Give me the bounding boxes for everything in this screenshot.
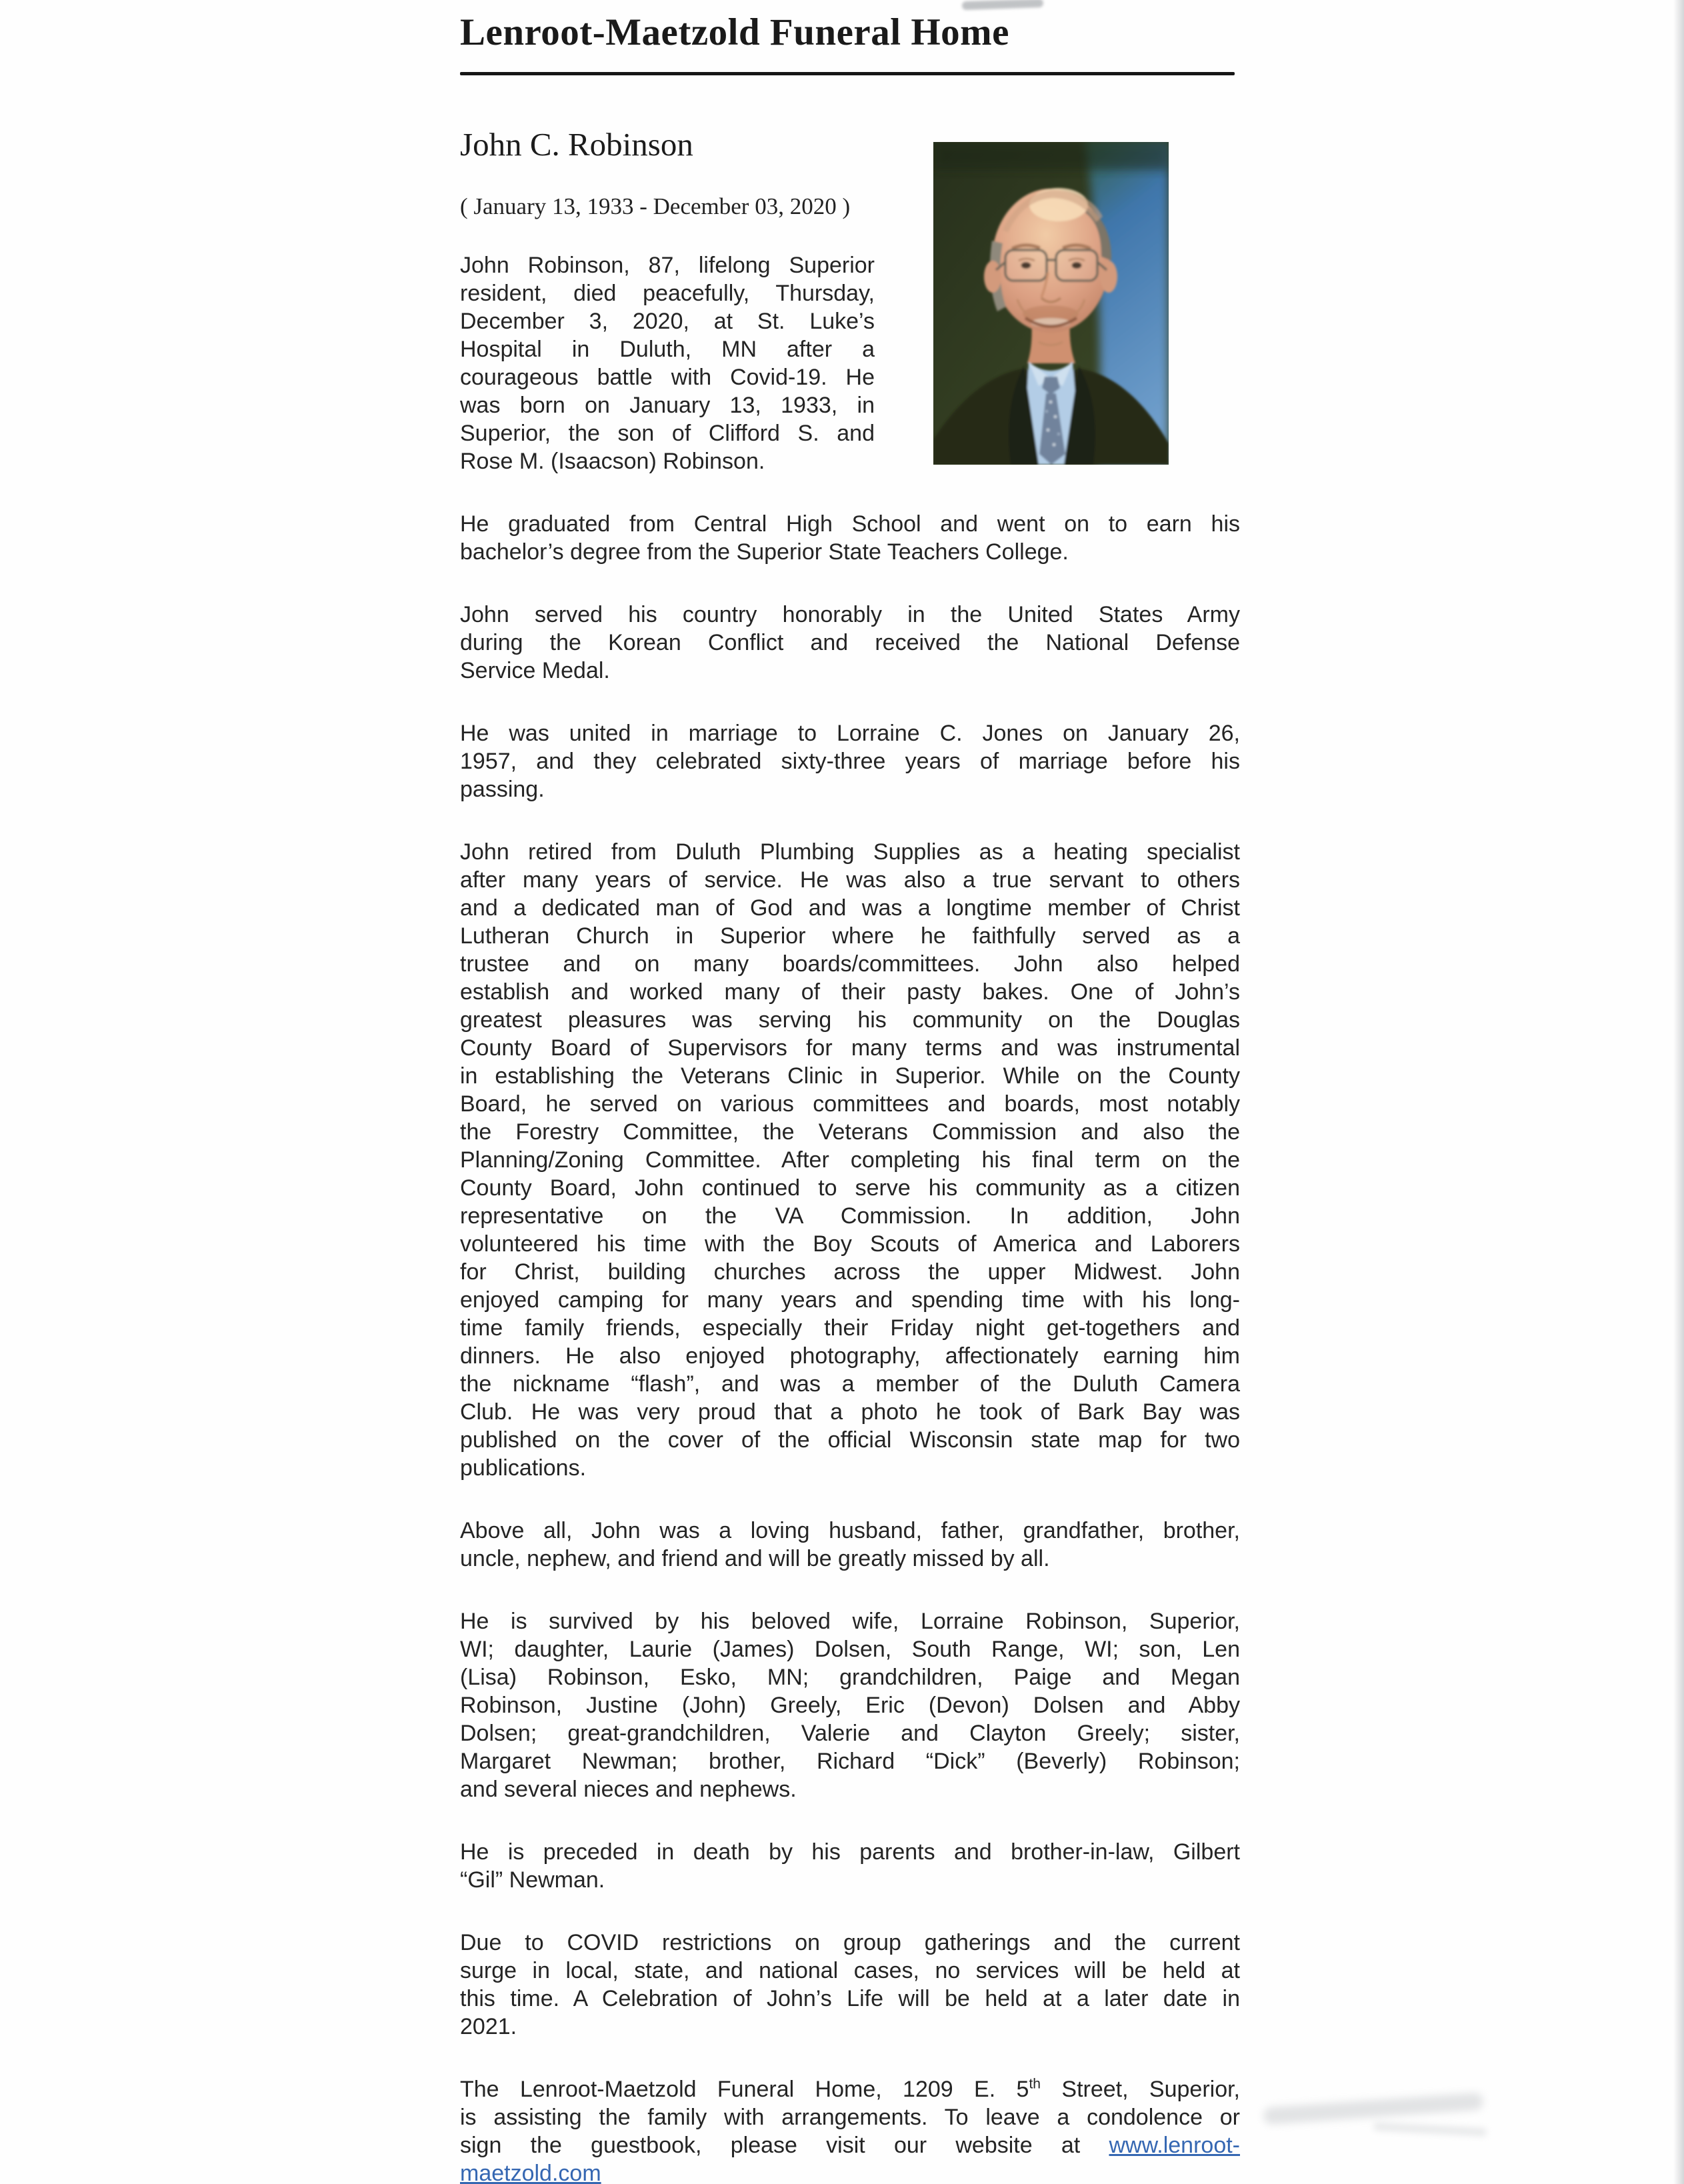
text-line: John retired from Duluth Plumbing Supplies as a heating specialist [460, 839, 1240, 865]
scan-smudge-bottom-2 [1373, 2123, 1487, 2137]
text-line: resident, died peacefully, Thursday, [460, 281, 875, 306]
obituary-paragraph [460, 838, 1240, 1482]
text-line: Hospital in Duluth, MN after a [460, 337, 875, 362]
scan-smudge-bottom [1263, 2093, 1483, 2125]
text-line: He was united in marriage to Lorraine C. Jones on January 26, [460, 721, 1240, 746]
obituary-body [460, 251, 1240, 2184]
text-line: and a dedicated man of God and was a longtime member of Christ [460, 895, 1240, 921]
text-line: passing. [460, 777, 545, 802]
obituary-paragraph [460, 1929, 1240, 2041]
text-line: greatest pleasures was serving his community on the Douglas [460, 1007, 1240, 1033]
text-line: Rose M. (Isaacson) Robinson. [460, 449, 765, 474]
text-line: surge in local, state, and national cases, no services will be held at [460, 1958, 1240, 1983]
text-line: Club. He was very proud that a photo he took of Bark Bay was [460, 1399, 1240, 1425]
deceased-dates: ( January 13, 1933 - December 03, 2020 ) [460, 193, 851, 219]
text-line: Lutheran Church in Superior where he faithfully served as a [460, 923, 1240, 949]
deceased-name: John C. Robinson [460, 126, 693, 163]
obituary-paragraph [460, 1517, 1240, 1573]
text-line: Service Medal. [460, 658, 610, 683]
funeral-home-title: Lenroot-Maetzold Funeral Home [460, 11, 1009, 53]
text-line: WI; daughter, Laurie (James) Dolsen, South Range, WI; son, Len [460, 1637, 1240, 1662]
text-line: He is preceded in death by his parents and brother-in-law, Gilbert [460, 1839, 1240, 1865]
obituary-paragraph [460, 251, 875, 475]
text-line: the nickname “flash”, and was a member of the Duluth Camera [460, 1371, 1240, 1397]
text-line: in establishing the Veterans Clinic in Superior. While on the County [460, 1063, 1240, 1089]
header-divider [460, 72, 1235, 75]
text-line: this time. A Celebration of John’s Life will be held at a later date in [460, 1986, 1240, 2011]
obituary-paragraph [460, 2075, 1240, 2184]
text-line: representative on the VA Commission. In addition, John [460, 1203, 1240, 1229]
text-line: Dolsen; great-grandchildren, Valerie and Clayton Greely; sister, [460, 1721, 1240, 1746]
text-line: John served his country honorably in the United States Army [460, 602, 1240, 627]
text-line: 2021. [460, 2014, 517, 2039]
text-line: the Forestry Committee, the Veterans Commission and also the [460, 1119, 1240, 1145]
text-line: John Robinson, 87, lifelong Superior [460, 253, 875, 278]
text-line: volunteered his time with the Boy Scouts of America and Laborers [460, 1231, 1240, 1257]
text-line: published on the cover of the official Wisconsin state map for two [460, 1427, 1240, 1453]
obituary-paragraph [460, 601, 1240, 685]
website-link[interactable]: maetzold.com [460, 2161, 601, 2184]
text-line: uncle, nephew, and friend and will be greatly missed by all. [460, 1546, 1050, 1571]
text-line: (Lisa) Robinson, Esko, MN; grandchildren, Paige and Megan [460, 1665, 1240, 1690]
text-line: County Board, John continued to serve his community as a citizen [460, 1175, 1240, 1201]
text-line: is assisting the family with arrangements. To leave a condolence or [460, 2105, 1240, 2130]
text-line: December 3, 2020, at St. Luke’s [460, 309, 875, 334]
text-line: Margaret Newman; brother, Richard “Dick” (Beverly) Robinson; [460, 1749, 1240, 1774]
text-line: Planning/Zoning Committee. After completing his final term on the [460, 1147, 1240, 1173]
text-line: He graduated from Central High School and went on to earn his [460, 511, 1240, 537]
text-line: and several nieces and nephews. [460, 1777, 797, 1802]
text-line: publications. [460, 1455, 587, 1481]
text-line: Superior, the son of Clifford S. and [460, 421, 875, 446]
text-line: trustee and on many boards/committees. John also helped [460, 951, 1240, 977]
text-line: establish and worked many of their pasty bakes. One of John’s [460, 979, 1240, 1005]
text-line: enjoyed camping for many years and spending time with his long- [460, 1287, 1240, 1313]
text-line: The Lenroot-Maetzold Funeral Home, 1209 E. 5th Street, Superior, [460, 2076, 1240, 2102]
obituary-paragraph [460, 510, 1240, 566]
text-line: County Board of Supervisors for many terms and was instrumental [460, 1035, 1240, 1061]
obituary-paragraph [460, 1838, 1240, 1894]
text-line: was born on January 13, 1933, in [460, 393, 875, 418]
text-line: time family friends, especially their Friday night get-togethers and [460, 1315, 1240, 1341]
text-line: He is survived by his beloved wife, Lorraine Robinson, Superior, [460, 1609, 1240, 1634]
text-line: after many years of service. He was also a true servant to others [460, 867, 1240, 893]
text-line: during the Korean Conflict and received the National Defense [460, 630, 1240, 655]
text-line: sign the guestbook, please visit our website at www.lenroot- [460, 2133, 1240, 2158]
obituary-paragraph [460, 719, 1240, 803]
text-line: “Gil” Newman. [460, 1867, 605, 1893]
website-link[interactable]: www.lenroot- [1109, 2133, 1240, 2158]
text-line: Robinson, Justine (John) Greely, Eric (Devon) Dolsen and Abby [460, 1693, 1240, 1718]
text-line: dinners. He also enjoyed photography, affectionately earning him [460, 1343, 1240, 1369]
text-line: courageous battle with Covid-19. He [460, 365, 875, 390]
scan-smudge-top [962, 0, 1043, 10]
text-line [460, 2159, 1240, 2184]
text-line: Due to COVID restrictions on group gatherings and the current [460, 1930, 1240, 1955]
obituary-paragraph [460, 1607, 1240, 1803]
scan-edge-shadow [1673, 0, 1684, 2184]
text-line: bachelor’s degree from the Superior State Teachers College. [460, 539, 1069, 565]
text-line: Board, he served on various committees and boards, most notably [460, 1091, 1240, 1117]
text-line: 1957, and they celebrated sixty-three years of marriage before his [460, 749, 1240, 774]
text-line: for Christ, building churches across the upper Midwest. John [460, 1259, 1240, 1285]
text-line: Above all, John was a loving husband, father, grandfather, brother, [460, 1518, 1240, 1543]
